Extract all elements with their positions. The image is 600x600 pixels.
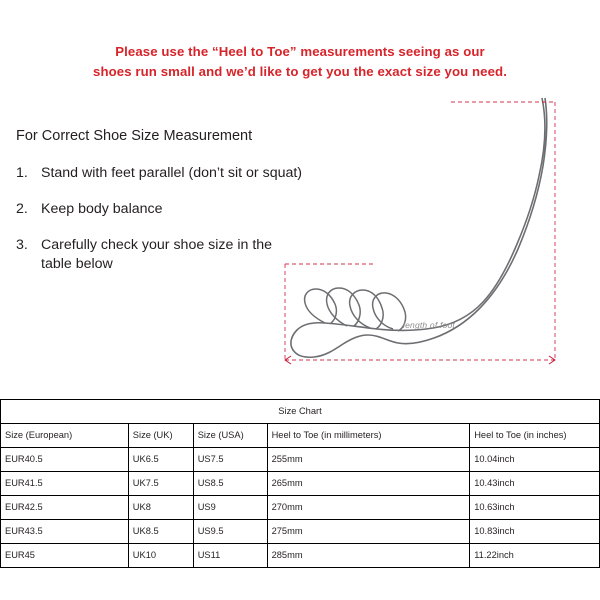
step-number: 3. <box>16 237 28 253</box>
cell-european: EUR41.5 <box>1 472 129 496</box>
step-text: Carefully check your shoe size in the table below <box>41 237 273 272</box>
cell-european: EUR43.5 <box>1 520 129 544</box>
cell-mm: 275mm <box>267 520 470 544</box>
cell-inches: 10.63inch <box>470 496 600 520</box>
cell-inches: 10.43inch <box>470 472 600 496</box>
column-header-uk: Size (UK) <box>128 424 193 448</box>
notice-banner <box>0 42 600 82</box>
column-header-inches: Heel to Toe (in inches) <box>470 424 600 448</box>
cell-mm: 270mm <box>267 496 470 520</box>
instructions-title: For Correct Shoe Size Measurement <box>16 128 253 144</box>
table-row <box>1 544 600 568</box>
cell-uk: UK8.5 <box>128 520 193 544</box>
length-of-foot-label: length of foot <box>403 320 455 330</box>
notice-line-2: shoes run small and we’d like to get you the exact size you need. <box>93 64 507 79</box>
cell-mm: 265mm <box>267 472 470 496</box>
cell-european: EUR42.5 <box>1 496 129 520</box>
size-chart-title: Size Chart <box>1 400 600 424</box>
cell-mm: 285mm <box>267 544 470 568</box>
cell-uk: UK8 <box>128 496 193 520</box>
foot-outline-icon <box>291 98 547 357</box>
column-header-usa: Size (USA) <box>193 424 267 448</box>
cell-inches: 11.22inch <box>470 544 600 568</box>
table-row <box>1 472 600 496</box>
foot-measurement-illustration <box>255 92 585 382</box>
notice-line-1: Please use the “Heel to Toe” measurements seeing as our <box>115 44 485 59</box>
cell-european: EUR45 <box>1 544 129 568</box>
column-header-mm: Heel to Toe (in millimeters) <box>267 424 470 448</box>
cell-usa: US8.5 <box>193 472 267 496</box>
cell-usa: US7.5 <box>193 448 267 472</box>
table-row <box>1 520 600 544</box>
cell-uk: UK7.5 <box>128 472 193 496</box>
table-header-row <box>1 424 600 448</box>
cell-usa: US9.5 <box>193 520 267 544</box>
toes-icon <box>305 288 406 331</box>
cell-uk: UK10 <box>128 544 193 568</box>
column-header-european: Size (European) <box>1 424 129 448</box>
table-row <box>1 496 600 520</box>
table-row <box>1 448 600 472</box>
size-chart-table <box>0 399 600 568</box>
step-number: 2. <box>16 201 28 217</box>
step-text: Stand with feet parallel (don’t sit or squat) <box>41 165 303 181</box>
step-number: 1. <box>16 165 28 181</box>
step-text: Keep body balance <box>41 201 163 217</box>
cell-uk: UK6.5 <box>128 448 193 472</box>
cell-european: EUR40.5 <box>1 448 129 472</box>
table-title-row <box>1 400 600 424</box>
cell-usa: US9 <box>193 496 267 520</box>
cell-usa: US11 <box>193 544 267 568</box>
cell-inches: 10.83inch <box>470 520 600 544</box>
cell-inches: 10.04inch <box>470 448 600 472</box>
cell-mm: 255mm <box>267 448 470 472</box>
